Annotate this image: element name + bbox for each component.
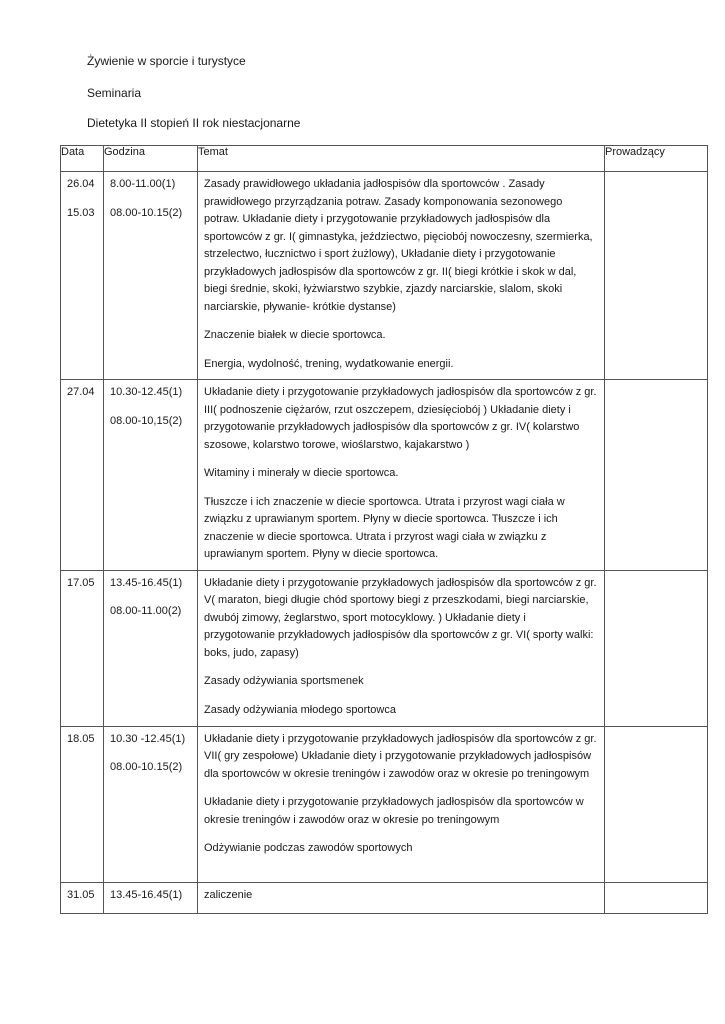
column-header-lead: Prowadzący (605, 146, 708, 172)
date-value: 27.04 (67, 386, 95, 398)
date-cell (61, 726, 104, 882)
time-value: 08.00-10.15(2) (110, 761, 183, 773)
document-program: Dietetyka II stopień II rok niestacjonarne (87, 116, 301, 130)
topic-paragraph: Odżywianie podczas zawodów sportowych (204, 842, 413, 854)
time-value: 13.45-16.45(1) (110, 576, 183, 589)
lead-cell (605, 570, 708, 726)
schedule-table (60, 145, 708, 914)
date-cell (61, 172, 104, 380)
topic-paragraph: Układanie diety i przygotowanie przykładowych jadłospisów dla sportowców w okresie treningów i zawodów oraz w okresie po treningowym (204, 796, 584, 826)
document-subtitle: Seminaria (87, 86, 142, 100)
date-value: 26.04 (67, 178, 95, 190)
topic-paragraph: Zasady odżywiania sportsmenek (204, 675, 364, 687)
time-value: 08.00-10.15(2) (110, 206, 183, 219)
topic-cell (198, 882, 605, 913)
date-value: 18.05 (67, 732, 95, 745)
time-cell (104, 726, 198, 882)
topic-paragraph: Zasady prawidłowego układania jadłospisów dla sportowców . Zasady prawidłowego przyrządzania potraw. Zasady komponowania sezonowego potraw. Układanie diety i przygotowanie przykładowych jadłospisów dla sportowców z gr. I( gimnastyka, jeździectwo, pięciobój nowoczesny, szermierka, strzelectwo, łucznictwo i sport żużlowy), Układanie diety i przygotowanie przykładowych jadłospisów dla sportowców z gr. II( biegi krótkie i skok w dal, biegi średnie, skoki, łyżwiarstwo szybkie, zjazdy narciarskie, slalom, skoki narciarskie, pływanie- krótkie dystanse) (204, 178, 593, 313)
time-cell (104, 570, 198, 726)
time-value: 08.00-10,15(2) (110, 414, 183, 427)
topic-paragraph: Witaminy i minerały w diecie sportowca. (204, 467, 399, 479)
topic-paragraph: zaliczenie (204, 888, 253, 901)
time-cell (104, 882, 198, 913)
table-row (61, 570, 708, 726)
table-header-row (61, 146, 708, 172)
lead-cell (605, 882, 708, 913)
topic-paragraph: Znaczenie białek w diecie sportowca. (204, 329, 386, 341)
table-row (61, 726, 708, 882)
topic-cell (198, 172, 605, 380)
time-value: 10.30 -12.45(1) (110, 732, 186, 745)
date-cell (61, 570, 104, 726)
document-title: Żywienie w sporcie i turystyce (87, 54, 246, 68)
date-cell (61, 380, 104, 571)
lead-cell (605, 172, 708, 380)
table-row (61, 172, 708, 380)
date-value: 31.05 (67, 888, 95, 901)
topic-cell (198, 726, 605, 882)
topic-paragraph: Tłuszcze i ich znaczenie w diecie sportowca. Utrata i przyrost wagi ciała w związku z uprawianym sportem. Płyny w diecie sportowca. Tłuszcze i ich znaczenie w diecie sportowca. Utrata i przyrost wagi ciała w związku z uprawianym sportem. Płyny w diecie sportowca. (204, 495, 565, 560)
time-value: 10.30-12.45(1) (110, 386, 183, 398)
topic-paragraph: Układanie diety i przygotowanie przykładowych jadłospisów dla sportowców z gr. V( maraton, biegi długie chód sportowy biegi z przeszkodami, biegi narciarskie, dwubój zimowy, żeglarstwo, sport motocyklowy. ) Układanie diety i przygotowanie przykładowych jadłospisów dla sportowców z gr. VI( sporty walki: boks, judo, zapasy) (204, 576, 597, 659)
time-value: 13.45-16.45(1) (110, 888, 183, 901)
topic-paragraph: Energia, wydolność, trening, wydatkowanie energii. (204, 357, 454, 370)
table-row (61, 380, 708, 571)
time-value: 8.00-11.00(1) (110, 178, 176, 190)
column-header-topic: Temat (198, 146, 605, 172)
table-row (61, 882, 708, 913)
date-value: 17.05 (67, 576, 95, 589)
topic-paragraph: Układanie diety i przygotowanie przykładowych jadłospisów dla sportowców z gr. VII( gry zespołowe) Układanie diety i przygotowanie przykładowych jadłospisów dla sportowców w okresie treningów i zawodów oraz w okresie po treningowym (204, 732, 597, 780)
time-value: 08.00-11.00(2) (110, 605, 182, 617)
time-cell (104, 172, 198, 380)
topic-cell (198, 380, 605, 571)
topic-paragraph: Układanie diety i przygotowanie przykładowych jadłospisów dla sportowców z gr. III( podnoszenie ciężarów, rzut oszczepem, dziesięciobój ) Układanie diety i przygotowanie przykładowych jadłospisów dla sportowców z gr. IV( kolarstwo szosowe, kolarstwo torowe, wioślarstwo, kajakarstwo ) (204, 386, 597, 451)
time-cell (104, 380, 198, 571)
date-value: 15.03 (67, 206, 95, 219)
topic-paragraph: Zasady odżywiania młodego sportowca (204, 703, 396, 716)
lead-cell (605, 726, 708, 882)
topic-cell (198, 570, 605, 726)
date-cell (61, 882, 104, 913)
lead-cell (605, 380, 708, 571)
column-header-date: Data (61, 146, 104, 172)
column-header-time: Godzina (104, 146, 198, 172)
